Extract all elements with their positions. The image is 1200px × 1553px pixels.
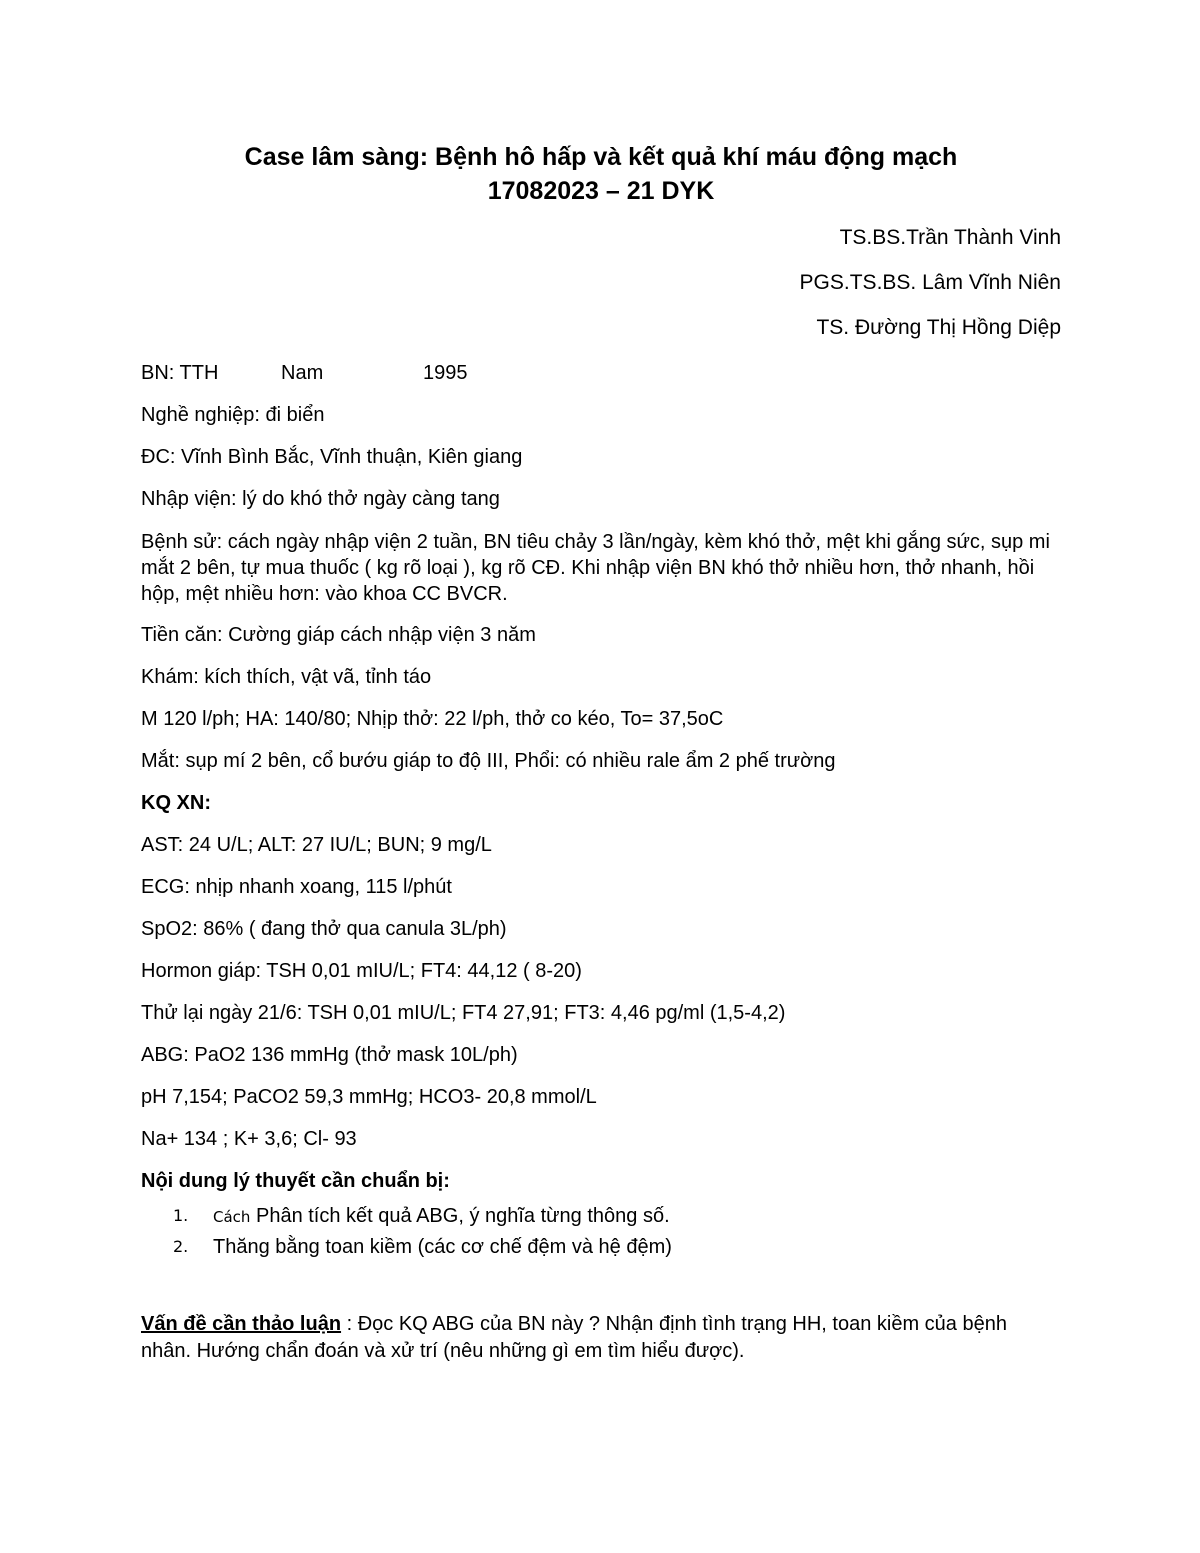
theory-heading: Nội dung lý thuyết cần chuẩn bị:	[141, 1170, 450, 1192]
title-line-1: Case lâm sàng: Bệnh hô hấp và kết quả khí máu động mạch	[244, 143, 958, 171]
discussion-text: : Đọc KQ ABG của BN này ? Nhận định tình trạng HH, toan kiềm của bệnh nhân. Hướng chẩn đoán và xử trí (nêu những gì em tìm hiểu được).	[141, 1313, 1007, 1362]
patient-info	[141, 361, 1061, 385]
examination: Khám: kích thích, vật vã, tỉnh táo	[141, 666, 432, 688]
patient-sex: Nam	[281, 362, 324, 384]
list-item	[173, 1232, 1061, 1263]
eye-exam: Mắt: sụp mí 2 bên, cổ bướu giáp to độ III, Phổi: có nhiều rale ẩm 2 phế trường	[141, 750, 836, 772]
document-page	[141, 140, 1061, 1385]
labs-heading: KQ XN:	[141, 792, 211, 814]
discussion	[141, 1311, 1061, 1365]
title-line-2: 17082023 – 21 DYK	[487, 177, 715, 205]
lab-result: ABG: PaO2 136 mmHg (thở mask 10L/ph)	[141, 1044, 518, 1066]
author-2: PGS.TS.BS. Lâm Vĩnh Niên	[799, 271, 1061, 294]
list-item-text: Phân tích kết quả ABG, ý nghĩa từng thông số.	[250, 1205, 670, 1227]
lab-result: Thử lại ngày 21/6: TSH 0,01 mIU/L; FT4 27,91; FT3: 4,46 pg/ml (1,5-4,2)	[141, 1002, 786, 1024]
document-title	[101, 140, 1101, 208]
lab-result: AST: 24 U/L; ALT: 27 IU/L; BUN; 9 mg/L	[141, 834, 492, 856]
patient-id: BN: TTH	[141, 362, 219, 384]
author-list	[141, 226, 1061, 340]
author-3: TS. Đường Thị Hồng Diệp	[816, 316, 1061, 339]
list-item-prefix: Cách	[213, 1208, 251, 1226]
admission-reason: Nhập viện: lý do khó thở ngày càng tang	[141, 488, 500, 510]
list-number: 1.	[173, 1206, 189, 1225]
lab-result: Na+ 134 ; K+ 3,6; Cl- 93	[141, 1128, 357, 1150]
lab-result: pH 7,154; PaCO2 59,3 mmHg; HCO3- 20,8 mmol/L	[141, 1086, 597, 1108]
author-1: TS.BS.Trần Thành Vinh	[839, 226, 1061, 249]
address: ĐC: Vĩnh Bình Bắc, Vĩnh thuận, Kiên giang	[141, 446, 523, 468]
lab-result: Hormon giáp: TSH 0,01 mIU/L; FT4: 44,12 ( 8-20)	[141, 960, 582, 982]
theory-list	[141, 1201, 1061, 1263]
list-number: 2.	[173, 1237, 189, 1256]
list-item-text: Thăng bằng toan kiềm (các cơ chế đệm và hệ đệm)	[213, 1236, 672, 1258]
past-history: Tiền căn: Cường giáp cách nhập viện 3 năm	[141, 624, 536, 646]
lab-result: ECG: nhịp nhanh xoang, 115 l/phút	[141, 876, 452, 898]
medical-history: Bệnh sử: cách ngày nhập viện 2 tuần, BN tiêu chảy 3 lần/ngày, kèm khó thở, mệt khi gắng sức, sụp mi mắt 2 bên, tự mua thuốc ( kg rõ loại ), kg rõ CĐ. Khi nhập viện BN khó thở nhiều hơn, thở nhanh, hồi hộp, mệt nhiều hơn: vào khoa CC BVCR.	[141, 531, 1050, 605]
vital-signs: M 120 l/ph; HA: 140/80; Nhịp thở: 22 l/ph, thở co kéo, To= 37,5oC	[141, 708, 724, 730]
list-item	[173, 1201, 1061, 1232]
lab-result: SpO2: 86% ( đang thở qua canula 3L/ph)	[141, 918, 507, 940]
discussion-label: Vấn đề cần thảo luận	[141, 1313, 342, 1335]
occupation: Nghề nghiệp: đi biển	[141, 404, 325, 426]
patient-birth-year: 1995	[423, 362, 468, 384]
